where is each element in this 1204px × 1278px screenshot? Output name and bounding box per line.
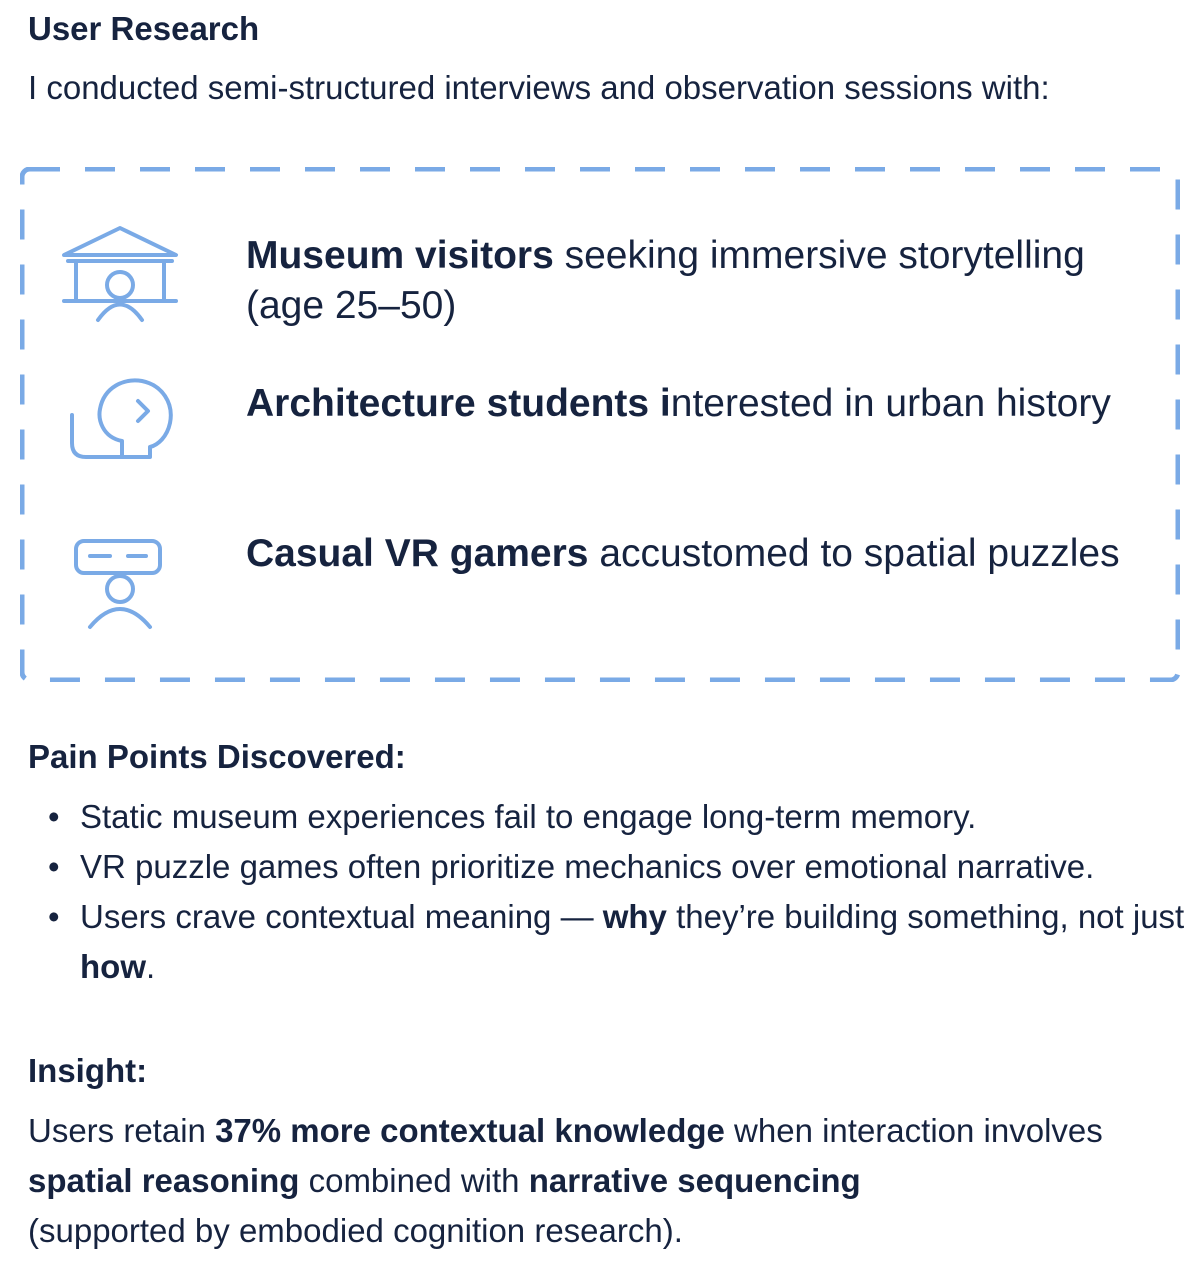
insight-text: Users retain bbox=[28, 1112, 216, 1149]
segment-text bbox=[246, 529, 1146, 579]
insight-text: (supported by embodied cognition research). bbox=[28, 1212, 683, 1249]
list-item-text: VR puzzle games often prioritize mechanics over emotional narrative. bbox=[80, 848, 1095, 885]
insight-emphasis: spatial reasoning bbox=[28, 1162, 300, 1199]
segment-text bbox=[246, 379, 1146, 429]
segment-bold: Museum visitors bbox=[246, 234, 554, 277]
vr-headset-user-icon bbox=[60, 523, 180, 633]
pain-points-list bbox=[28, 792, 1188, 992]
insight-text: when interaction involves bbox=[724, 1112, 1103, 1149]
bullet-icon: • bbox=[48, 898, 60, 935]
list-item-text: Static museum experiences fail to engage long-term memory. bbox=[80, 798, 977, 835]
bullet-icon: • bbox=[48, 798, 60, 835]
segment-bold: Architecture students i bbox=[246, 382, 671, 425]
insight-heading: Insight: bbox=[28, 1052, 148, 1089]
list-item bbox=[28, 792, 1188, 842]
insight-line bbox=[28, 1206, 1188, 1256]
segment-rest: seeking immersive storytelling (age 25–50) bbox=[246, 234, 1085, 327]
segment-bold: Casual VR gamers bbox=[246, 532, 589, 575]
insight-line bbox=[28, 1156, 1188, 1206]
list-item bbox=[28, 842, 1188, 892]
insight-emphasis: narrative sequencing bbox=[528, 1162, 861, 1199]
head-thinking-icon bbox=[60, 373, 180, 483]
emphasis-why: why bbox=[602, 898, 667, 935]
insight-text: combined with bbox=[299, 1162, 529, 1199]
bullet-icon: • bbox=[48, 848, 60, 885]
segment-architecture-students bbox=[60, 373, 1160, 493]
list-item-text: . bbox=[145, 948, 156, 985]
emphasis-how: how bbox=[80, 948, 146, 985]
insight-emphasis: 37% more contextual knowledge bbox=[215, 1112, 725, 1149]
segment-vr-gamers bbox=[60, 523, 1160, 643]
segment-museum-visitors bbox=[60, 225, 1160, 345]
segment-rest: accustomed to spatial puzzles bbox=[588, 532, 1120, 575]
list-item bbox=[28, 892, 1188, 992]
list-item-text: Users crave contextual meaning — bbox=[80, 898, 603, 935]
pain-points-heading: Pain Points Discovered: bbox=[28, 738, 406, 775]
intro-text: I conducted semi-structured interviews and observation sessions with: bbox=[28, 69, 1050, 106]
participants-card bbox=[20, 167, 1180, 682]
list-item-text: they’re building something, not just bbox=[666, 898, 1185, 935]
insight-paragraph bbox=[28, 1106, 1188, 1256]
segment-rest: nterested in urban history bbox=[670, 382, 1111, 425]
insight-line bbox=[28, 1106, 1188, 1156]
segment-text bbox=[246, 231, 1146, 331]
section-title: User Research bbox=[28, 10, 260, 47]
museum-visitor-icon bbox=[60, 225, 180, 335]
